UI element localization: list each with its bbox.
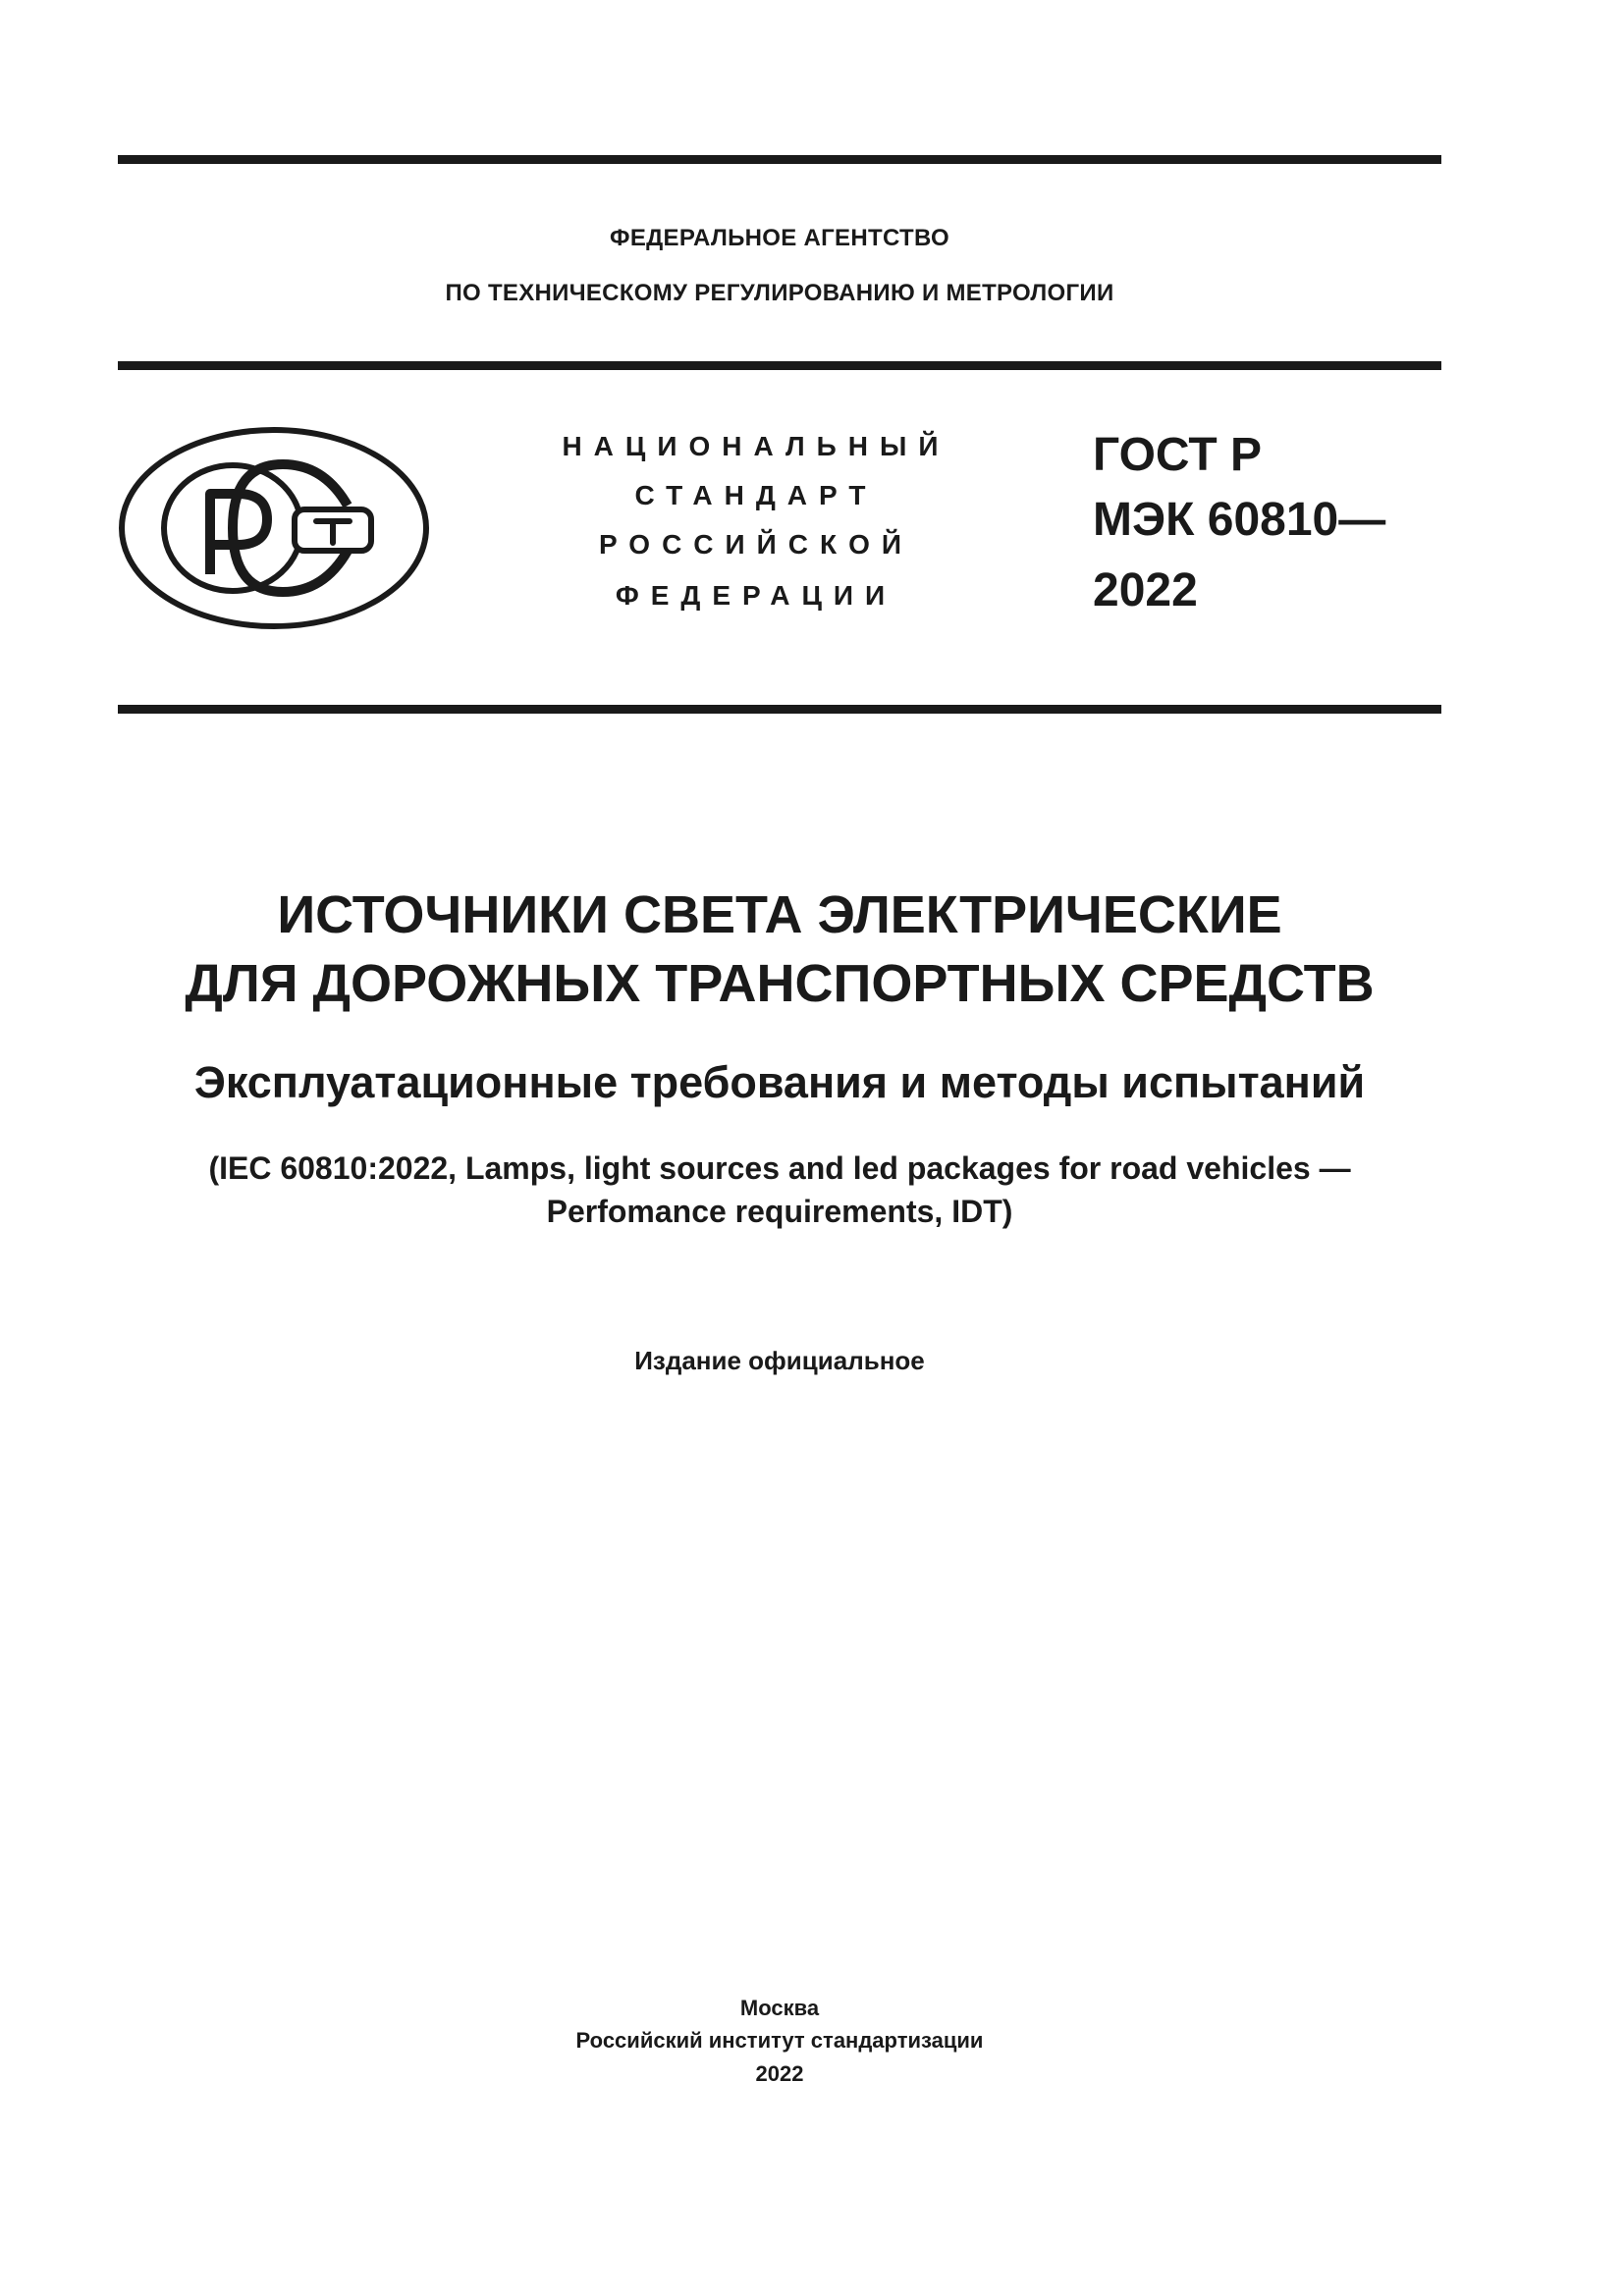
original-standard-reference-line-2: Perfomance requirements, IDT)	[546, 1194, 1013, 1229]
standard-designation-line-2: МЭК 60810—	[1093, 494, 1386, 546]
document-subtitle: Эксплуатационные требования и методы испытаний	[193, 1057, 1366, 1107]
standard-designation-line-1: ГОСТ Р	[1093, 429, 1263, 481]
standard-type-line-3: РОССИЙСКОЙ	[599, 529, 913, 560]
publisher-name: Российский институт стандартизации	[575, 2028, 984, 2053]
header-divider	[118, 361, 1441, 370]
title-block-divider	[118, 705, 1441, 714]
document-title-line-2: ДЛЯ ДОРОЖНЫХ ТРАНСПОРТНЫХ СРЕДСТВ	[185, 954, 1375, 1013]
official-edition-label: Издание официальное	[634, 1346, 925, 1375]
top-divider	[118, 155, 1441, 164]
original-standard-reference-line-1: (IEC 60810:2022, Lamps, light sources and led packages for road vehicles —	[208, 1150, 1351, 1186]
agency-name-line-1: ФЕДЕРАЛЬНОЕ АГЕНТСТВО	[610, 225, 949, 251]
standard-type-line-1: НАЦИОНАЛЬНЫЙ	[562, 431, 950, 461]
standard-type-line-2: СТАНДАРТ	[634, 480, 878, 510]
rst-certification-logo	[118, 425, 430, 631]
standard-type-line-4: ФЕДЕРАЦИИ	[615, 580, 897, 611]
standard-designation-line-3: 2022	[1093, 564, 1198, 616]
publication-city: Москва	[739, 1996, 820, 2020]
publication-year: 2022	[755, 2061, 804, 2086]
agency-name-line-2: ПО ТЕХНИЧЕСКОМУ РЕГУЛИРОВАНИЮ И МЕТРОЛОГИИ	[445, 280, 1114, 306]
document-title-line-1: ИСТОЧНИКИ СВЕТА ЭЛЕКТРИЧЕСКИЕ	[277, 885, 1282, 944]
